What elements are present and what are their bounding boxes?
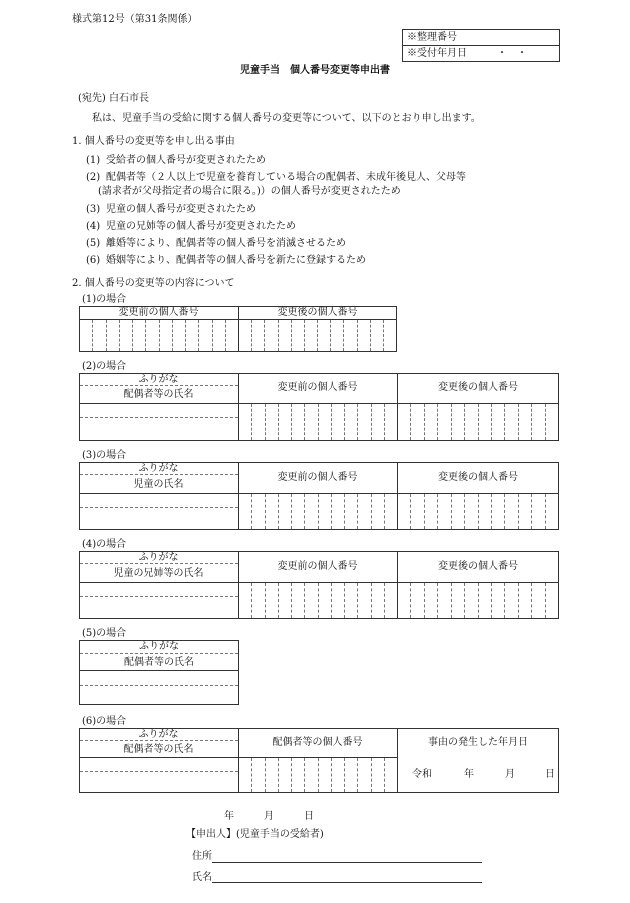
case6-era: 令和 <box>412 769 432 780</box>
case2-after-digits[interactable] <box>398 404 558 440</box>
address-field[interactable] <box>212 862 482 863</box>
case6-number-header: 配偶者等の個人番号 <box>272 737 363 748</box>
reason-num: (1) <box>86 155 101 166</box>
reason-num: (5) <box>86 238 101 249</box>
case2-before-digits[interactable] <box>239 404 397 440</box>
submit-year: 年 <box>224 811 234 822</box>
case3-before-header: 変更前の個人番号 <box>277 472 358 483</box>
case5-label: (5)の場合 <box>82 628 127 639</box>
reason-text: 受給者の個人番号が変更されたため <box>106 155 266 166</box>
office-field-date: ※受付年月日 ・ ・ <box>407 48 527 59</box>
case4-before-header: 変更前の個人番号 <box>277 561 358 572</box>
form-id: 様式第12号（第31条関係） <box>72 14 198 25</box>
case3-after-header: 変更後の個人番号 <box>438 472 518 483</box>
case6-label: (6)の場合 <box>82 716 127 727</box>
applicant-heading: 【申出人】(児童手当の受給者) <box>186 829 324 840</box>
case6-year: 年 <box>464 769 474 780</box>
reason-text: 婚姻等により、配偶者等の個人番号を新たに登録するため <box>106 255 366 266</box>
case6-furigana-header: ふりがな <box>138 729 179 740</box>
case2-label: (2)の場合 <box>82 361 127 372</box>
case4-furigana-header: ふりがな <box>138 552 179 563</box>
case5-name-header: 配偶者等の氏名 <box>124 657 194 668</box>
case1-before-header: 変更前の個人番号 <box>118 307 199 318</box>
case5-furigana-header: ふりがな <box>139 641 179 652</box>
case2-after-header: 変更後の個人番号 <box>438 382 518 393</box>
case6-date-header: 事由の発生した年月日 <box>428 737 528 748</box>
intro-text: 私は、児童手当の受給に関する個人番号の変更等について、以下のとおり申し出ます。 <box>92 113 481 124</box>
section1-heading: 1. 個人番号の変更等を申し出る事由 <box>72 136 235 147</box>
case4-after-digits[interactable] <box>398 583 558 618</box>
addressee: (宛先) 白石市長 <box>78 93 149 104</box>
name-field[interactable] <box>212 882 482 883</box>
reason-text: 配偶者等（２人以上で児童を養育している場合の配偶者、未成年後見人、父母等 <box>106 172 466 183</box>
case4-after-header: 変更後の個人番号 <box>438 561 518 572</box>
reason-num: (4) <box>86 221 101 232</box>
section2-heading: 2. 個人番号の変更等の内容について <box>72 278 235 289</box>
case1-after-digits[interactable] <box>239 320 396 351</box>
case3-label: (3)の場合 <box>82 450 127 461</box>
page-title: 児童手当 個人番号変更等申出書 <box>240 65 390 76</box>
case2-name-header: 配偶者等の氏名 <box>123 389 194 400</box>
case1-after-header: 変更後の個人番号 <box>277 307 358 318</box>
reason-text: (請求者が父母指定者の場合に限る。)）の個人番号が変更されたため <box>98 186 401 197</box>
case2-furigana-header: ふりがな <box>138 374 179 385</box>
case2-before-header: 変更前の個人番号 <box>277 382 358 393</box>
office-field-number: ※整理番号 <box>403 30 559 46</box>
submit-month: 月 <box>264 811 274 822</box>
case1-label: (1)の場合 <box>82 294 127 305</box>
case6-month: 月 <box>505 769 515 780</box>
reason-text: 児童の兄姉等の個人番号が変更されたため <box>106 221 296 232</box>
case3-after-digits[interactable] <box>398 494 558 529</box>
office-use-box <box>402 29 560 62</box>
submit-day: 日 <box>304 811 314 822</box>
case1-before-digits[interactable] <box>80 320 238 351</box>
case3-furigana-header: ふりがな <box>138 463 179 474</box>
case3-name-header: 児童の氏名 <box>133 479 184 490</box>
address-label: 住所 <box>192 851 212 862</box>
name-label: 氏名 <box>192 872 212 883</box>
case4-before-digits[interactable] <box>239 583 397 618</box>
case6-day: 日 <box>545 769 555 780</box>
case5-name-field[interactable] <box>80 671 238 704</box>
reason-num: (2) <box>86 172 101 183</box>
reason-text: 児童の個人番号が変更されたため <box>106 204 256 215</box>
case6-name-header: 配偶者等の氏名 <box>123 744 194 755</box>
case6-number-digits[interactable] <box>239 758 397 792</box>
reason-num: (6) <box>86 255 101 266</box>
case4-name-header: 児童の兄姉等の氏名 <box>113 568 204 579</box>
reason-text: 離婚等により、配偶者等の個人番号を消滅させるため <box>106 238 346 249</box>
case4-label: (4)の場合 <box>82 539 127 550</box>
reason-num: (3) <box>86 204 101 215</box>
case3-before-digits[interactable] <box>239 494 397 529</box>
